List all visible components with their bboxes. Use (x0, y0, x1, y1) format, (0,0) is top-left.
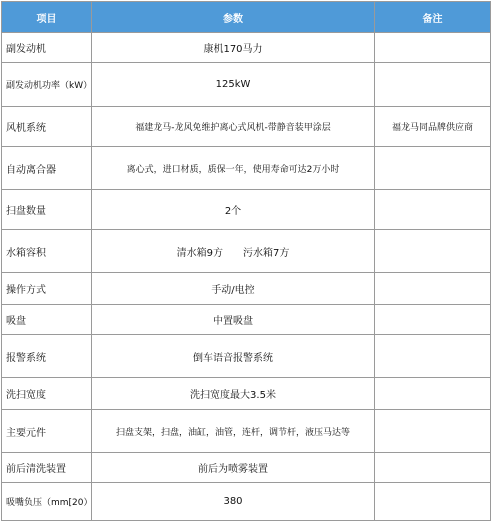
table-row (2, 273, 491, 305)
row-note (375, 483, 491, 521)
row-note (375, 305, 491, 335)
table-row (2, 230, 491, 273)
row-value: 前后为喷雾装置 (92, 453, 375, 483)
table-row (2, 63, 491, 107)
table-row (2, 305, 491, 335)
table-row (2, 107, 491, 147)
spec-table-container (1, 1, 490, 521)
row-note (375, 63, 491, 107)
row-value: 康机170马力 (92, 33, 375, 63)
row-item: 主要元件 (2, 410, 92, 453)
row-value: 中置吸盘 (92, 305, 375, 335)
table-row (2, 147, 491, 190)
row-value: 扫盘支架，扫盘，油缸，油管，连杆，调节杆，液压马达等 (92, 410, 375, 453)
row-item: 副发动机功率（kW） (2, 63, 92, 107)
header-parameter: 参数 (92, 2, 375, 33)
row-value: 380 (92, 483, 375, 521)
row-note (375, 335, 491, 378)
row-value: 离心式，进口材质，质保一年，使用寿命可达2万小时 (92, 147, 375, 190)
row-note (375, 190, 491, 230)
row-item: 操作方式 (2, 273, 92, 305)
row-value: 125kW (92, 63, 375, 107)
row-value: 洗扫宽度最大3.5米 (92, 378, 375, 410)
table-row (2, 33, 491, 63)
spec-table (1, 1, 491, 521)
row-note (375, 453, 491, 483)
table-row (2, 483, 491, 521)
row-item: 报警系统 (2, 335, 92, 378)
row-value: 2个 (92, 190, 375, 230)
row-note: 福龙马同品牌供应商 (375, 107, 491, 147)
row-item: 洗扫宽度 (2, 378, 92, 410)
row-item: 副发动机 (2, 33, 92, 63)
row-item: 自动离合器 (2, 147, 92, 190)
row-value: 福建龙马-龙风免维护离心式风机-带静音装甲涂层 (92, 107, 375, 147)
row-note (375, 410, 491, 453)
row-item: 吸盘 (2, 305, 92, 335)
table-row (2, 190, 491, 230)
row-item: 前后清洗装置 (2, 453, 92, 483)
table-row (2, 335, 491, 378)
row-value: 倒车语音报警系统 (92, 335, 375, 378)
row-note (375, 273, 491, 305)
row-item: 吸嘴负压（mm[20） (2, 483, 92, 521)
row-note (375, 147, 491, 190)
row-value: 手动/电控 (92, 273, 375, 305)
header-note: 备注 (375, 2, 491, 33)
row-note (375, 378, 491, 410)
row-item: 水箱容积 (2, 230, 92, 273)
table-row (2, 410, 491, 453)
header-item: 项目 (2, 2, 92, 33)
table-header-row (2, 2, 491, 33)
row-note (375, 230, 491, 273)
row-item: 扫盘数量 (2, 190, 92, 230)
row-note (375, 33, 491, 63)
table-row (2, 453, 491, 483)
table-row (2, 378, 491, 410)
row-value: 清水箱9方 污水箱7方 (92, 230, 375, 273)
row-item: 风机系统 (2, 107, 92, 147)
